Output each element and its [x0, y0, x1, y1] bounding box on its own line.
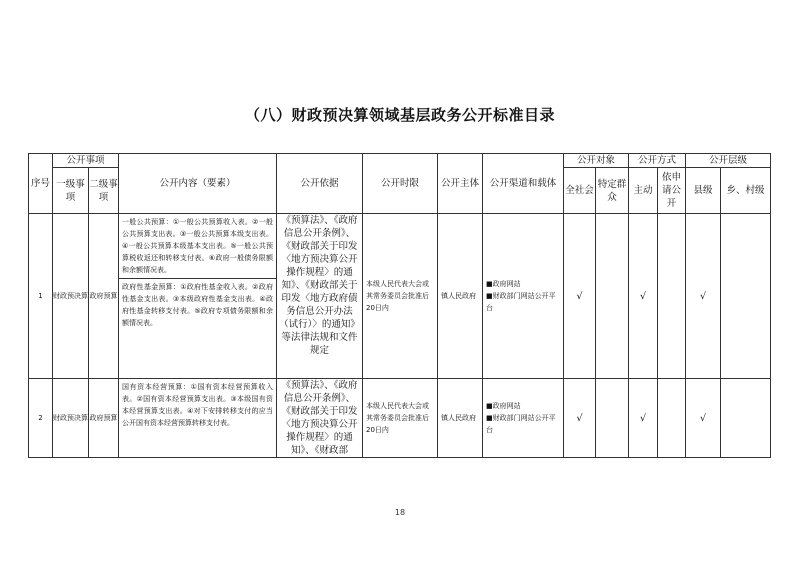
row-seq: 2: [29, 379, 53, 458]
row-specific-group: [596, 214, 629, 379]
header-subject: 公开主体: [438, 154, 483, 214]
row-on-request: [658, 214, 686, 379]
catalog-table: [28, 153, 771, 458]
row-level1: 财政预决算: [53, 379, 89, 458]
row-county: √: [686, 379, 721, 458]
header-row-1: [29, 154, 771, 168]
header-specific-group: 特定群众: [596, 168, 629, 214]
row-content: [119, 214, 277, 379]
row-channel: [483, 214, 564, 379]
row-proactive: √: [629, 214, 658, 379]
header-method: 公开方式: [629, 154, 686, 168]
header-level: 公开层级: [686, 154, 771, 168]
channel-gov-website: ■政府网站: [486, 402, 521, 410]
channel-gov-website: ■政府网站: [486, 280, 521, 288]
header-channel: 公开渠道和载体: [483, 154, 564, 214]
page-title: （八）财政预决算领域基层政务公开标准目录: [244, 106, 555, 124]
row-specific-group: [596, 379, 629, 458]
header-on-request: 依申请公开: [658, 168, 686, 214]
row-seq: 1: [29, 214, 53, 379]
table-row: [29, 379, 771, 458]
header-proactive: 主动: [629, 168, 658, 214]
row-level2: 政府预算: [89, 379, 119, 458]
row-level1: 财政预决算: [53, 214, 89, 379]
row-all-society: √: [564, 214, 596, 379]
content-state-capital-budget: 国有资本经营预算：①国有资本经营预算收入表。②国有资本经营预算支出表。③本级国有资本经营预算支出表。④对下安排转移支付的应当公开国有资本经营预算转移支付表。: [122, 383, 274, 427]
header-township: 乡、村级: [721, 168, 771, 214]
row-channel: [483, 379, 564, 458]
row-county: √: [686, 214, 721, 379]
header-target: 公开对象: [564, 154, 629, 168]
content-fund-budget: 政府性基金预算：①政府性基金收入表。②政府性基金支出表。③本级政府性基金支出表。④政府性基金转移支付表。⑤政府专项债务限额和余额情况表。: [119, 278, 276, 331]
header-time-limit: 公开时限: [363, 154, 438, 214]
header-all-society: 全社会: [564, 168, 596, 214]
content-general-budget: 一般公共预算：①一般公共预算收入表。②一般公共预算支出表。③一般公共预算本级支出表。④一般公共预算本级基本支出表。⑤一般公共预算税收返还和转移支付表。⑥政府一般债务限额和余额情况表。: [122, 218, 274, 274]
page-number: 18: [394, 508, 406, 517]
row-on-request: [658, 379, 686, 458]
row-township: [721, 379, 771, 458]
row-basis: 《预算法》、《政府信息公开条例》、《财政部关于印发〈地方预决算公开操作规程〉的通知》、《财政部: [277, 379, 363, 458]
header-public-item: 公开事项: [53, 154, 119, 168]
row-level2: 政府预算: [89, 214, 119, 379]
row-subject: 镇人民政府: [438, 379, 483, 458]
header-level2: 二级事项: [89, 168, 119, 214]
header-seq: 序号: [29, 154, 53, 214]
row-content: [119, 379, 277, 458]
channel-finance-website: ■财政部门网站公开平台: [486, 414, 556, 434]
row-time-limit: 本级人民代表大会或其常务委员会批准后20日内: [363, 214, 438, 379]
header-basis: 公开依据: [277, 154, 363, 214]
row-basis: 《预算法》、《政府信息公开条例》、《财政部关于印发〈地方预决算公开操作规程〉的通知》、《财政部关于印发〈地方政府债务信息公开办法（试行）〉的通知》等法律法规和文件规定: [277, 214, 363, 379]
row-all-society: √: [564, 379, 596, 458]
channel-finance-website: ■财政部门网站公开平台: [486, 292, 556, 312]
row-subject: 镇人民政府: [438, 214, 483, 379]
header-content: 公开内容（要素）: [119, 154, 277, 214]
row-proactive: √: [629, 379, 658, 458]
table-row: [29, 214, 771, 379]
row-township: [721, 214, 771, 379]
row-time-limit: 本级人民代表大会或其常务委员会批准后20日内: [363, 379, 438, 458]
header-county: 县级: [686, 168, 721, 214]
header-level1: 一级事项: [53, 168, 89, 214]
